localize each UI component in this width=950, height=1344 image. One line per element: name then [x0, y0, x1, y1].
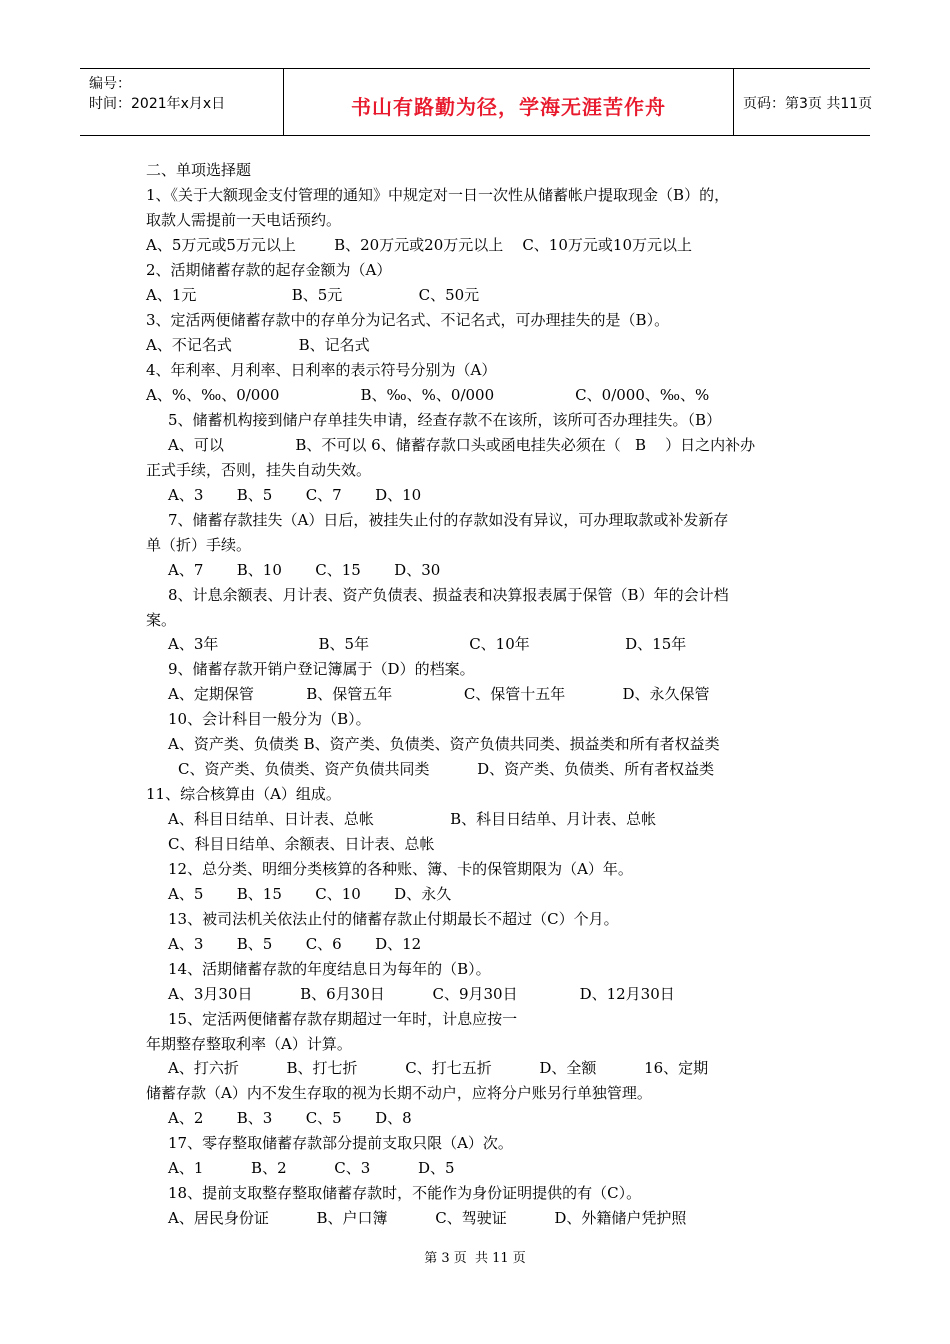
answer-options: A、资产类、负债类 B、资产类、负债类、资产负债共同类、损益类和所有者权益类: [168, 735, 720, 753]
answer-options: A、5万元或5万元以上 B、20万元或20万元以上 C、10万元或10万元以上: [146, 236, 692, 254]
answer-options: A、科目日结单、日计表、总帐 B、科目日结单、月计表、总帐: [168, 810, 657, 828]
question-text: 12、总分类、明细分类核算的各种账、簿、卡的保管期限为（A）年。: [168, 860, 633, 878]
question-text: 14、活期储蓄存款的年度结息日为每年的（B）。: [168, 960, 491, 978]
answer-options: A、2 B、3 C、5 D、8: [168, 1109, 412, 1127]
question-text: 1、《关于大额现金支付管理的通知》中规定对一日一次性从储蓄帐户提取现金（B）的，: [146, 186, 730, 204]
answer-options: A、1元 B、5元 C、50元: [146, 286, 480, 304]
answer-options: A、3 B、5 C、7 D、10: [168, 486, 422, 504]
question-text: 15、定活两便储蓄存款存期超过一年时，计息应按一: [168, 1010, 518, 1028]
answer-options: A、不记名式 B、记名式: [146, 336, 370, 354]
question-text: 5、储蓄机构接到储户存单挂失申请，经查存款不在该所，该所可否办理挂失。（B）: [168, 411, 722, 429]
question-text: 11、综合核算由（A）组成。: [146, 785, 341, 803]
question-text: 9、储蓄存款开销户登记簿属于（D）的档案。: [168, 660, 475, 678]
answer-options: A、3年 B、5年 C、10年 D、15年: [168, 635, 687, 653]
question-text: A、可以 B、不可以 6、储蓄存款口头或函电挂失必须在（ B ）日之内补办: [168, 436, 756, 454]
question-text: 年期整存整取利率（A）计算。: [146, 1035, 352, 1053]
question-text: 18、提前支取整存整取储蓄存款时，不能作为身份证明提供的有（C）。: [168, 1184, 642, 1202]
answer-options: A、5 B、15 C、10 D、永久: [168, 885, 452, 903]
answer-options: A、1 B、2 C、3 D、5: [168, 1159, 455, 1177]
slogan: 书山有路勤为径，学海无涯苦作舟: [351, 95, 666, 119]
header-page-cell: [734, 69, 873, 135]
question-text: 10、会计科目一般分为（B）。: [168, 710, 371, 728]
page-header: [80, 68, 873, 136]
answer-options: A、打六折 B、打七折 C、打七五折 D、全额 16、定期: [168, 1059, 709, 1077]
header-meta: [80, 69, 283, 135]
section-title: 二、单项选择题: [146, 161, 252, 179]
question-text: 4、年利率、月利率、日利率的表示符号分别为（A）: [146, 361, 497, 379]
question-text: 取款人需提前一天电话预约。: [146, 211, 342, 229]
answer-options: C、资产类、负债类、资产负债共同类 D、资产类、负债类、所有者权益类: [178, 760, 715, 778]
question-text: 13、被司法机关依法止付的储蓄存款止付期最长不超过（C）个月。: [168, 910, 619, 928]
question-text: 正式手续，否则，挂失自动失效。: [146, 461, 372, 479]
answer-options: A、%、‰、0/000 B、‰、%、0/000 C、0/000、‰、%: [146, 386, 710, 404]
page-indicator: 页码：第3页 共11页: [743, 96, 873, 112]
question-text: 7、储蓄存款挂失（A）日后，被挂失止付的存款如没有异议，可办理取款或补发新存: [168, 511, 729, 529]
answer-options: A、7 B、10 C、15 D、30: [168, 561, 441, 579]
answer-options: A、3月30日 B、6月30日 C、9月30日 D、12月30日: [168, 985, 675, 1003]
answer-options: A、定期保管 B、保管五年 C、保管十五年 D、永久保管: [168, 685, 710, 703]
document-number: 编号：: [89, 76, 131, 92]
answer-options: C、科目日结单、余额表、日计表、总帐: [168, 835, 435, 853]
question-text: 储蓄存款（A）内不发生存取的视为长期不动户，应将分户账另行单独管理。: [146, 1084, 652, 1102]
question-text: 单（折）手续。: [146, 536, 252, 554]
question-text: 8、计息余额表、月计表、资产负债表、损益表和决算报表属于保管（B）年的会计档: [168, 586, 729, 604]
question-text: 案。: [146, 611, 177, 629]
answer-options: A、3 B、5 C、6 D、12: [168, 935, 422, 953]
question-text: 2、活期储蓄存款的起存金额为（A）: [146, 261, 392, 279]
document-date: 时间：2021年x月x日: [89, 96, 226, 112]
answer-options: A、居民身份证 B、户口簿 C、驾驶证 D、外籍储户凭护照: [168, 1209, 687, 1227]
page-footer: 第 3 页 共 11 页: [424, 1251, 526, 1266]
question-text: 17、零存整取储蓄存款部分提前支取只限（A）次。: [168, 1134, 513, 1152]
question-text: 3、定活两便储蓄存款中的存单分为记名式、不记名式，可办理挂失的是（B）。: [146, 311, 670, 329]
header-slogan-cell: [283, 69, 734, 135]
